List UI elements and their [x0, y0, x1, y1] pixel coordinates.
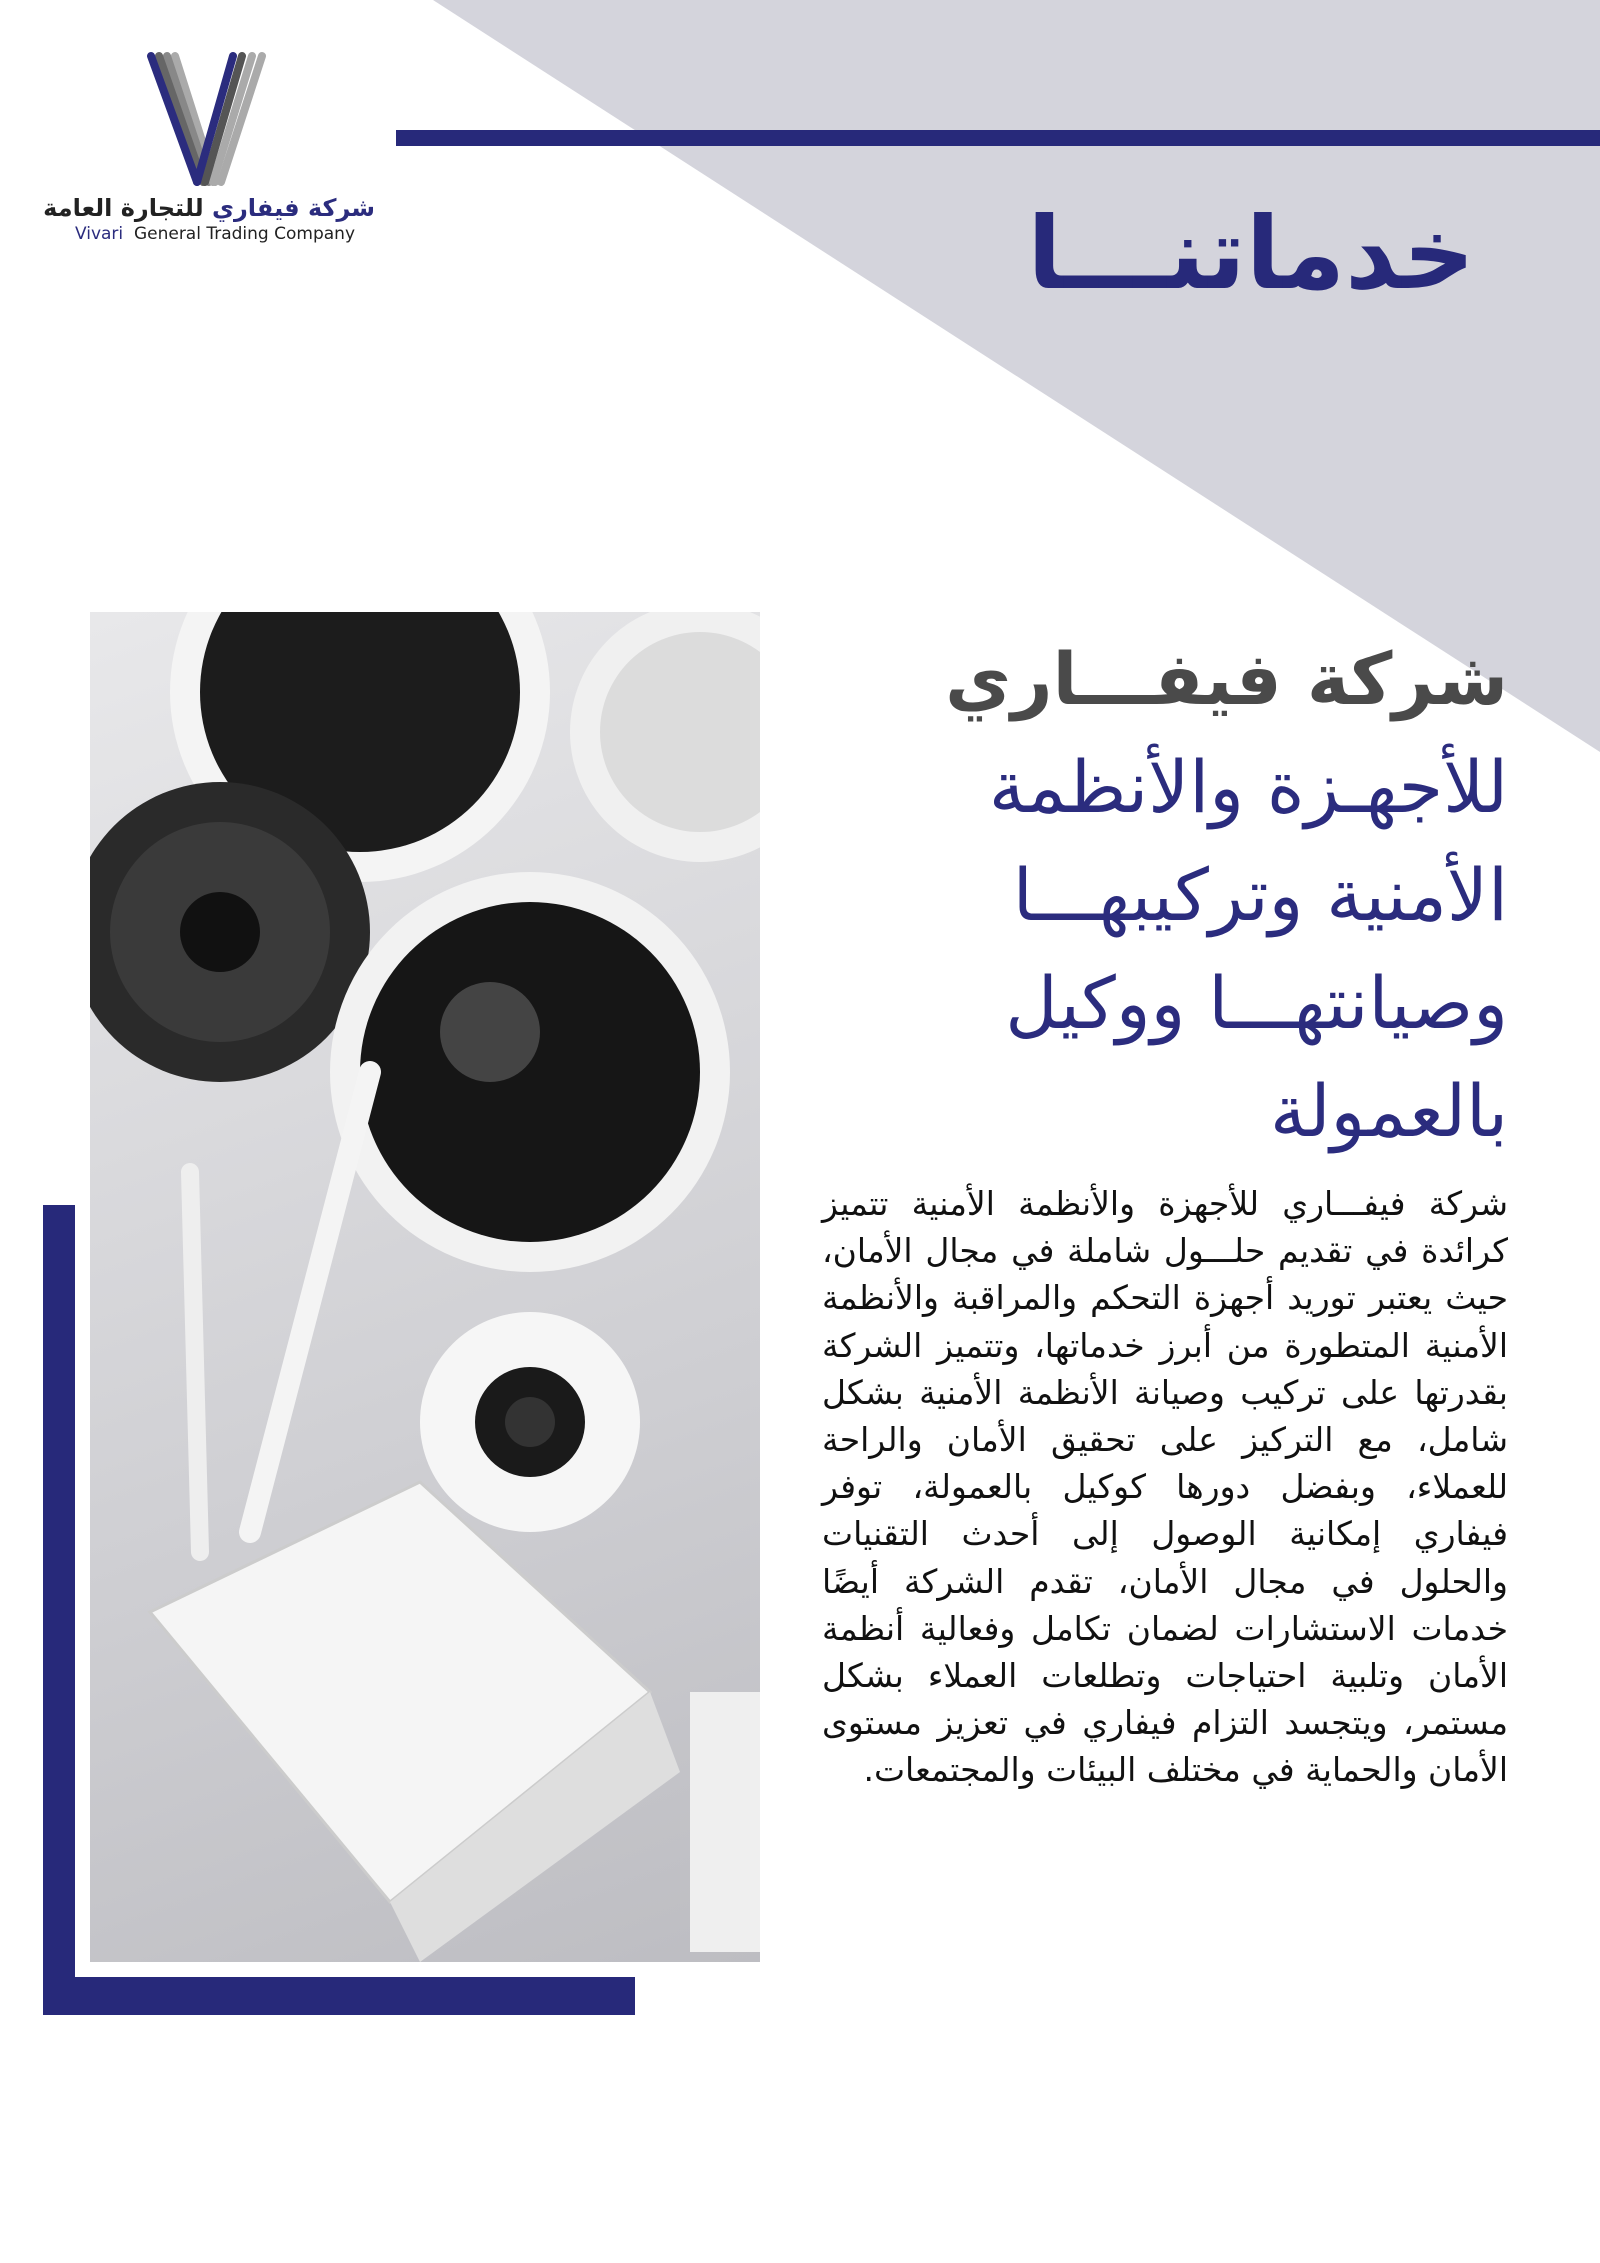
body-paragraph: شركة فيفـــاري للأجهزة والأنظمة الأمنية تتميز كرائدة في تقديم حلـــول شاملة في مجال الأمان، حيث يعتبر توريد أجهزة التحكم والمراقبة والأنظمة الأمنية المتطورة من أبرز خدماتها، وتتميز الشركة بقدرتها على تركيب وصيانة الأنظمة الأمنية بشكل شامل، مع التركيز على تحقيق الأمان والراحة للعملاء، وبفضل دورها كوكيل بالعمولة، توفر فيفاري إمكانية الوصول إلى أحدث التقنيات والحلول في مجال الأمان، تقدم الشركة أيضًا خدمات الاستشارات لضمان تكامل وفعالية أنظمة الأمان وتلبية احتياجات وتطلعات العملاء بشكل مستمر، ويتجسد التزام فيفاري في تعزيز مستوى الأمان والحماية في مختلف البيئات والمجتمعات.: [822, 1184, 1508, 1790]
logo-english-rest: General Trading Company: [133, 224, 356, 244]
logo-english-name: [55, 224, 375, 244]
headline-line: وصيانتهـــا ووكيل: [1005, 961, 1508, 1045]
security-cameras-photo: [90, 612, 760, 1962]
header-divider-line: [396, 130, 1600, 146]
accent-bar-vertical: [43, 1205, 75, 2015]
v-logo-icon: [137, 50, 287, 190]
accent-bar-horizontal: [43, 1977, 635, 2015]
logo-arabic-brand: شركة فيفاري: [211, 194, 375, 222]
headline-line: للأجهـزة والأنظمة: [988, 745, 1508, 829]
headline-line: شركة فيفـــاري: [945, 637, 1508, 721]
headline-line: الأمنية وتركيبهـــا: [1012, 853, 1508, 937]
page-title: خدماتنـــا: [1027, 195, 1475, 312]
camera-illustration: [90, 612, 760, 1962]
logo-english-brand: Vivari: [74, 224, 124, 244]
headline-line: بالعمولة: [1269, 1069, 1508, 1153]
company-logo: [43, 50, 375, 244]
headline: [808, 625, 1508, 1165]
logo-arabic-name: [43, 194, 375, 222]
logo-arabic-rest: للتجارة العامة: [43, 194, 204, 222]
